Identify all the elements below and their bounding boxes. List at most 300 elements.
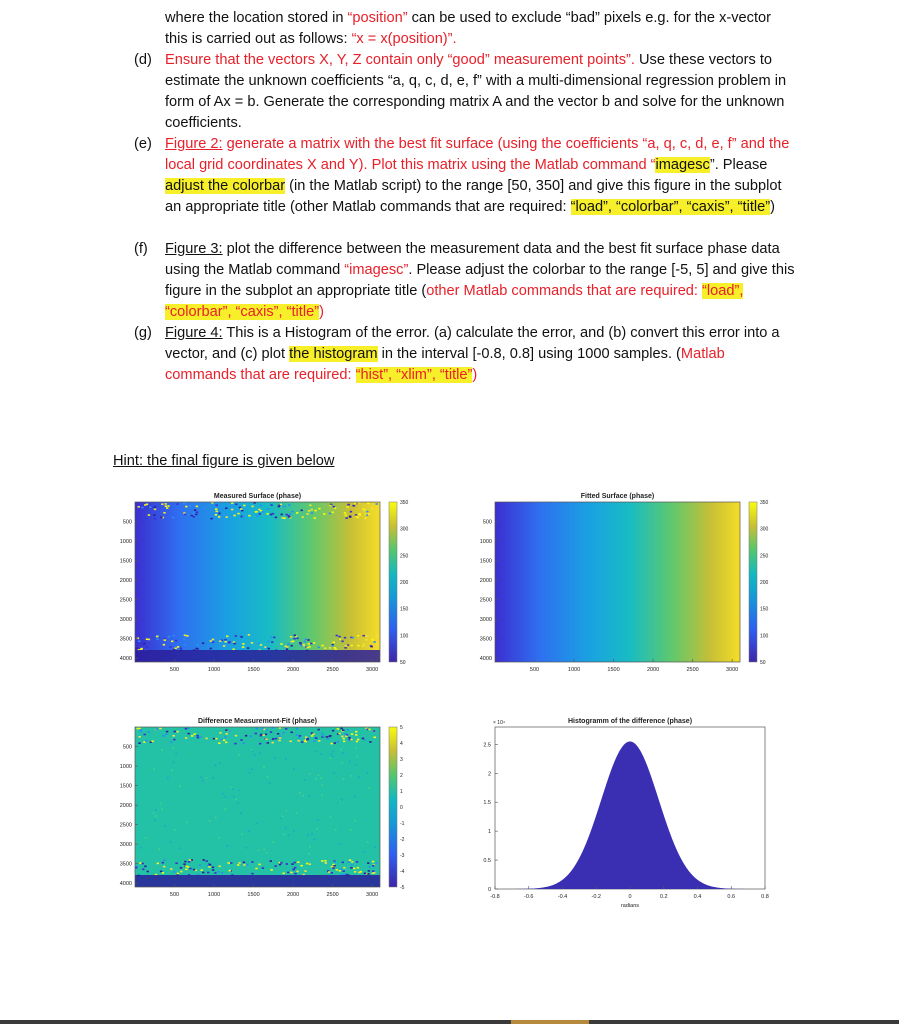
subplot-3-ytick-label: 2500: [119, 822, 132, 829]
subplot-3-noise-pixel: [184, 861, 186, 863]
subplot-3-speckle: [246, 847, 248, 849]
subplot-1-noise-pixel: [194, 509, 196, 511]
subplot-2-colorbar-label: 150: [760, 606, 769, 613]
subplot-1-noise-pixel: [310, 643, 312, 645]
subplot-1-noise-pixel: [357, 645, 359, 647]
subplot-3-speckle: [350, 829, 352, 831]
subplot-3-colorbar-label: 5: [400, 725, 403, 731]
subplot-3-noise-pixel: [274, 865, 276, 867]
subplot-3-speckle: [237, 802, 239, 804]
subplot-3-noise-pixel: [272, 742, 274, 744]
subplot-1-noise-pixel: [163, 644, 165, 646]
subplot-3-colorbar-label: -3: [400, 853, 405, 859]
subplot-1-noise-pixel: [256, 515, 258, 517]
subplot-2-ytick-label: 3500: [479, 636, 492, 643]
subplot-1-noise-pixel: [165, 505, 167, 507]
subplot-3-noise-pixel: [348, 737, 350, 739]
subplot-1-noise-pixel: [308, 643, 310, 645]
subplot-3-ytick-label: 3000: [119, 842, 132, 849]
item-d-label: (d): [134, 52, 152, 68]
subplot-3-noise-pixel: [221, 872, 223, 874]
subplot-1-noise-pixel: [177, 646, 179, 648]
item-d-red: Ensure that the vectors X, Y, Z contain only “good” measurement points”.: [165, 52, 635, 68]
item-g-text: This is a Histogram of the error. (a) calculate the error, and (b) convert this error into a vector, and (c) plot: [165, 325, 780, 362]
item-f-red: other Matlab commands that are required:: [426, 283, 703, 299]
subplot-1-noise-pixel: [300, 643, 302, 645]
subplot-1-noise-pixel: [146, 504, 148, 506]
subplot-1-noise-pixel: [209, 644, 211, 646]
subplot-3-speckle: [258, 850, 260, 852]
subplot-3-noise-pixel: [331, 872, 333, 874]
subplot-1-noise-pixel: [329, 505, 331, 507]
item-e-please: Please: [718, 157, 768, 173]
subplot-3-noise-pixel: [343, 870, 345, 872]
histogram-ytick-label: 0: [487, 887, 491, 893]
subplot-1-noise-pixel: [376, 635, 378, 637]
histogram-xtick-label: 0.4: [693, 894, 702, 900]
subplot-1-noise-pixel: [336, 635, 338, 637]
subplot-1-noise-pixel: [154, 506, 156, 508]
histogram-ytick-label: 0.5: [483, 858, 491, 865]
subplot-1-noise-pixel: [371, 639, 373, 641]
subplot-3-colorbar-label: 0: [400, 805, 403, 811]
subplot-3-noise-pixel: [189, 868, 191, 870]
subplot-3-noise-pixel: [140, 731, 142, 733]
subplot-3-speckle: [304, 779, 306, 781]
subplot-2-ytick-label: 2000: [479, 578, 492, 585]
subplot-3-noise-pixel: [219, 866, 221, 868]
subplot-3-speckle: [186, 822, 188, 824]
subplot-1-noise-pixel: [216, 511, 218, 513]
subplot-1-ytick-label: 2500: [119, 597, 132, 604]
subplot-1-noise-pixel: [364, 513, 366, 515]
subplot-3-speckle: [296, 812, 298, 814]
subplot-1-noise-pixel: [231, 506, 233, 508]
subplot-1-noise-pixel: [283, 506, 285, 508]
subplot-1-noise-pixel: [261, 511, 263, 513]
subplot-3-noise-pixel: [345, 736, 347, 738]
subplot-3-speckle: [263, 766, 265, 768]
subplot-3-noise-pixel: [357, 739, 359, 741]
subplot-2-xtick-label: 1000: [567, 667, 581, 673]
subplot-3-noise-pixel: [372, 861, 374, 863]
subplot-3-speckle: [333, 772, 335, 774]
subplot-1-noise-pixel: [224, 641, 226, 643]
subplot-3-noise-pixel: [340, 869, 342, 871]
subplot-1-noise-pixel: [357, 635, 359, 637]
subplot-3-noise-pixel: [315, 737, 317, 739]
subplot-1-noise-pixel: [218, 516, 220, 518]
subplot-1-noise-pixel: [207, 646, 209, 648]
subplot-3-noise-pixel: [343, 874, 345, 876]
subplot-1-noise-pixel: [180, 647, 182, 649]
subplot-3-noise-pixel: [136, 865, 138, 867]
subplot-1-noise-pixel: [185, 506, 187, 508]
subplot-3-noise-pixel: [240, 739, 242, 741]
subplot-1-xtick-label: 3000: [365, 667, 379, 673]
subplot-3-xtick-label: 2500: [326, 892, 339, 898]
subplot-3-noise-pixel: [336, 869, 338, 871]
subplot-3-speckle: [311, 833, 313, 835]
subplot-3-noise-pixel: [270, 860, 272, 862]
subplot-1-noise-pixel: [278, 506, 280, 508]
subplot-3-speckle: [354, 796, 356, 798]
subplot-3-noise-pixel: [348, 861, 350, 863]
subplot-1-noise-pixel: [270, 504, 272, 506]
subplot-2-ytick-label: 1500: [479, 558, 492, 565]
subplot-3-speckle: [307, 834, 309, 836]
subplot-1-noise-pixel: [237, 513, 239, 515]
subplot-1-noise-pixel: [247, 647, 249, 649]
subplot-2-colorbar-label: 300: [760, 526, 769, 533]
subplot-3-speckle: [140, 847, 142, 849]
subplot-1-noise-pixel: [376, 643, 378, 645]
subplot-1-noise-pixel: [218, 513, 220, 515]
subplot-1-noise-pixel: [301, 510, 303, 512]
subplot-3-speckle: [254, 754, 256, 756]
subplot-3-noise-pixel: [367, 873, 369, 875]
subplot-1-noise-pixel: [333, 642, 335, 644]
subplot-3-speckle: [280, 817, 282, 819]
subplot-1-noise-pixel: [141, 507, 143, 509]
subplot-3-ytick-label: 1500: [119, 783, 132, 790]
subplot-3-noise-pixel: [234, 743, 236, 745]
subplot-3-noise-pixel: [261, 728, 263, 730]
subplot-3-noise-pixel: [343, 738, 345, 740]
item-e-red: generate a matrix with the best fit surface (using the coefficients “a, q, c, d, e, f” and the local grid coordinates X and Y). Plot this matrix using the Matlab command “: [165, 136, 790, 173]
subplot-3-noise-pixel: [342, 729, 344, 731]
subplot-3-speckle: [170, 841, 172, 843]
subplot-3-speckle: [239, 789, 241, 791]
item-f-commands: “load”, “colorbar”, “caxis”, “title”: [165, 283, 744, 320]
subplot-3-noise-pixel: [207, 872, 209, 874]
subplot-3-noise-pixel: [306, 863, 308, 865]
item-g-histogram: the histogram: [289, 346, 378, 362]
subplot-3-noise-pixel: [139, 862, 141, 864]
subplot-3-speckle: [316, 828, 318, 830]
subplot-3-speckle: [332, 756, 334, 758]
subplot-1-noise-pixel: [251, 642, 253, 644]
subplot-1-noise-pixel: [294, 635, 296, 637]
subplot-3-noise-pixel: [279, 727, 281, 729]
subplot-3-noise-pixel: [337, 728, 339, 730]
subplot-3-speckle: [167, 777, 169, 779]
subplot-1-noise-pixel: [344, 637, 346, 639]
subplot-3-noise-pixel: [228, 862, 230, 864]
subplot-3-speckle: [356, 764, 358, 766]
subplot-1-noise-pixel: [183, 503, 185, 505]
subplot-3-noise-pixel: [367, 862, 369, 864]
subplot-1-noise-pixel: [135, 647, 137, 649]
subplot-3-speckle: [285, 827, 287, 829]
subplot-3-noise-pixel: [328, 871, 330, 873]
subplot-3-speckle: [240, 813, 242, 815]
subplot-1-noise-pixel: [292, 511, 294, 513]
subplot-3-speckle: [342, 752, 344, 754]
intro-text-2: can be used to exclude “bad” pixels e.g. for the x-vector: [407, 10, 771, 26]
subplot-1-noise-pixel: [291, 645, 293, 647]
subplot-3-speckle: [320, 777, 322, 779]
subplot-3-noise-pixel: [193, 733, 195, 735]
subplot-1-noise-pixel: [174, 648, 176, 650]
subplot-1-noise-pixel: [226, 516, 228, 518]
subplot-3-noise-pixel: [279, 736, 281, 738]
subplot-3-speckle: [249, 772, 251, 774]
subplot-1-noise-pixel: [189, 505, 191, 507]
subplot-3-noise-pixel: [283, 873, 285, 875]
subplot-3-noise-pixel: [325, 862, 327, 864]
subplot-1-noise-pixel: [346, 506, 348, 508]
subplot-1-noise-pixel: [255, 511, 257, 513]
subplot-1-noise-pixel: [164, 638, 166, 640]
subplot-3-noise-pixel: [229, 870, 231, 872]
subplot-1-noise-pixel: [280, 643, 282, 645]
subplot-3-noise-pixel: [185, 728, 187, 730]
subplot-3-noise-pixel: [286, 863, 288, 865]
subplot-2-xtick-label: 3000: [725, 667, 739, 673]
subplot-1-noise-pixel: [323, 513, 325, 515]
subplot-3-xtick-label: 1000: [207, 892, 221, 898]
subplot-3-speckle: [256, 823, 258, 825]
subplot-1-noise-pixel: [335, 649, 337, 651]
subplot-3-noise-pixel: [212, 869, 214, 871]
subplot-3-ytick-label: 3500: [119, 861, 132, 868]
subplot-1-noise-pixel: [309, 505, 311, 507]
item-g-red: Matlab commands that are required:: [165, 346, 725, 383]
subplot-3-speckle: [335, 829, 337, 831]
subplot-3-noise-pixel: [278, 740, 280, 742]
subplot-3-speckle: [350, 775, 352, 777]
subplot-3-speckle: [293, 830, 295, 832]
subplot-3-noise-pixel: [321, 860, 323, 862]
subplot-1-noise-pixel: [350, 511, 352, 513]
subplot-3-noise-pixel: [243, 862, 245, 864]
subplot-3-noise-pixel: [157, 863, 159, 865]
subplot-1-noise-pixel: [146, 638, 148, 640]
subplot-1-noise-pixel: [235, 635, 237, 637]
subplot-3-ytick-label: 500: [122, 744, 132, 751]
subplot-1-noise-pixel: [307, 639, 309, 641]
subplot-1-noise-pixel: [290, 636, 292, 638]
subplot-3-noise-pixel: [285, 728, 287, 730]
subplot-3-noise-pixel: [217, 871, 219, 873]
subplot-3-speckle: [367, 841, 369, 843]
subplot-1-colorbar-label: 200: [400, 580, 409, 586]
subplot-1-noise-pixel: [215, 514, 217, 516]
subplot-1-noise-pixel: [304, 641, 306, 643]
subplot-1-noise-pixel: [164, 639, 166, 641]
subplot-3-noise-pixel: [341, 736, 343, 738]
subplot-3-speckle: [153, 812, 155, 814]
subplot-3-noise-pixel: [255, 733, 257, 735]
subplot-1-noise-pixel: [321, 645, 323, 647]
subplot-1-colorbar: [389, 502, 397, 662]
subplot-1-noise-pixel: [175, 640, 177, 642]
subplot-3-noise-pixel: [228, 730, 230, 732]
subplot-3-speckle: [322, 784, 324, 786]
subplot-1-noise-pixel: [171, 641, 173, 643]
subplot-1-noise-pixel: [224, 639, 226, 641]
subplot-1-noise-pixel: [240, 508, 242, 510]
subplot-3-noise-pixel: [333, 865, 335, 867]
subplot-3-speckle: [274, 757, 276, 759]
subplot-3-noise-pixel: [225, 729, 227, 731]
subplot-1-noise-pixel: [266, 513, 268, 515]
subplot-3-noise-pixel: [290, 872, 292, 874]
subplot-3-speckle: [215, 817, 217, 819]
subplot-3-noise-pixel: [205, 738, 207, 740]
subplot-2-ytick-label: 500: [482, 519, 492, 526]
subplot-1-noise-pixel: [192, 513, 194, 515]
subplot-3-speckle: [288, 834, 290, 836]
subplot-1-noise-pixel: [212, 639, 214, 641]
subplot-1-noise-pixel: [347, 504, 349, 506]
subplot-1-noise-pixel: [148, 514, 150, 516]
item-f-text: plot the difference between the measurement data and the best fit surface phase data using the Matlab command: [165, 241, 780, 278]
subplot-3-noise-pixel: [225, 742, 227, 744]
subplot-1-noise-pixel: [371, 646, 373, 648]
subplot-3-noise-pixel: [160, 871, 162, 873]
subplot-3-noise-pixel: [291, 732, 293, 734]
subplot-1-noise-pixel: [242, 516, 244, 518]
subplot-1-xtick-label: 500: [169, 667, 180, 673]
subplot-1-noise-pixel: [231, 502, 233, 504]
item-f-label: (f): [134, 241, 148, 257]
subplot-3-noise-pixel: [173, 739, 175, 741]
subplot-3-noise-pixel: [358, 872, 360, 874]
subplot-3-speckle: [340, 843, 342, 845]
subplot-3-noise-pixel: [144, 734, 146, 736]
subplot-3-noise-pixel: [298, 737, 300, 739]
subplot-3-speckle: [309, 773, 311, 775]
subplot-3-speckle: [317, 819, 319, 821]
histogram-ytick-label: 1: [487, 829, 491, 836]
subplot-1-noise-pixel: [140, 649, 142, 651]
item-e-adjust: adjust the colorbar: [165, 178, 286, 194]
subplot-1-noise-pixel: [260, 505, 262, 507]
subplot-1-noise-pixel: [288, 643, 290, 645]
subplot-3-noise-pixel: [207, 865, 209, 867]
subplot-1-noise-pixel: [160, 517, 162, 519]
histogram-xtick-label: 0.2: [659, 894, 668, 900]
subplot-3-noise-pixel: [212, 867, 214, 869]
subplot-3-noise-pixel: [187, 866, 189, 868]
figure-subplots: [105, 487, 805, 917]
subplot-1-noise-pixel: [364, 510, 366, 512]
subplot-1-noise-pixel: [153, 514, 155, 516]
subplot-1-noise-pixel: [332, 645, 334, 647]
subplot-3-bottom-strip: [135, 875, 380, 887]
subplot-3-speckle: [303, 795, 305, 797]
subplot-3-noise-pixel: [296, 728, 298, 730]
subplot-3-noise-pixel: [267, 742, 269, 744]
subplot-3-ytick-label: 2000: [119, 803, 132, 810]
subplot-3-speckle: [315, 778, 317, 780]
subplot-3-colorbar: [389, 727, 397, 887]
subplot-3-noise-pixel: [165, 733, 167, 735]
item-g-commands: “hist”, “xlim”, “title”: [355, 367, 473, 383]
subplot-3-noise-pixel: [376, 862, 378, 864]
subplot-3-noise-pixel: [187, 728, 189, 730]
subplot-3-noise-pixel: [151, 741, 153, 743]
subplot-3-noise-pixel: [332, 730, 334, 732]
subplot-1-noise-pixel: [257, 643, 259, 645]
subplot-1-noise-pixel: [242, 643, 244, 645]
subplot-1-noise-pixel: [272, 513, 274, 515]
subplot-1-ytick-label: 3000: [119, 617, 132, 624]
histogram-y-exponent: × 10⁴: [493, 720, 506, 726]
subplot-3-noise-pixel: [293, 869, 295, 871]
subplot-3-noise-pixel: [235, 735, 237, 737]
subplot-3-speckle: [263, 849, 265, 851]
subplot-3-ytick-label: 1000: [119, 764, 132, 771]
histogram-xtick-label: 0.8: [761, 894, 769, 900]
subplot-1-noise-pixel: [231, 509, 233, 511]
subplot-3-speckle: [225, 796, 227, 798]
subplot-1-colorbar-label: 300: [400, 526, 409, 533]
subplot-3-noise-pixel: [173, 735, 175, 737]
subplot-3-noise-pixel: [294, 873, 296, 875]
subplot-3-colorbar-label: -1: [400, 821, 405, 827]
subplot-3-noise-pixel: [214, 872, 216, 874]
subplot-3-noise-pixel: [322, 735, 324, 737]
item-e-commands: “load”, “colorbar”, “caxis”, “title”: [570, 199, 771, 215]
item-f-imagesc: “imagesc”: [344, 262, 409, 278]
subplot-3-noise-pixel: [251, 873, 253, 875]
subplot-1-noise-pixel: [210, 640, 212, 642]
subplot-1-noise-pixel: [165, 503, 167, 505]
subplot-3-noise-pixel: [180, 871, 182, 873]
subplot-3-speckle: [272, 841, 274, 843]
subplot-1-noise-pixel: [225, 507, 227, 509]
item-g-text-2: in the interval [-0.8, 0.8] using 1000 samples. (: [377, 346, 681, 362]
subplot-3-noise-pixel: [265, 734, 267, 736]
subplot-3-noise-pixel: [243, 864, 245, 866]
subplot-1-noise-pixel: [355, 514, 357, 516]
subplot-1-noise-pixel: [365, 639, 367, 641]
subplot-1-noise-pixel: [314, 517, 316, 519]
subplot-3-noise-pixel: [350, 867, 352, 869]
subplot-3-noise-pixel: [224, 736, 226, 738]
subplot-3-noise-pixel: [283, 732, 285, 734]
subplot-3-speckle: [266, 852, 268, 854]
subplot-3-speckle: [222, 793, 224, 795]
subplot-1-noise-pixel: [154, 509, 156, 511]
subplot-1-colorbar-label: 100: [400, 633, 409, 640]
subplot-3-noise-pixel: [299, 735, 301, 737]
subplot-3-noise-pixel: [245, 735, 247, 737]
subplot-1-xtick-label: 2000: [286, 667, 300, 673]
subplot-3-noise-pixel: [196, 735, 198, 737]
subplot-3-speckle: [338, 802, 340, 804]
subplot-1-noise-pixel: [154, 518, 156, 520]
subplot-3-speckle: [318, 774, 320, 776]
subplot-3-noise-pixel: [275, 738, 277, 740]
item-f-end: ): [319, 304, 324, 320]
subplot-3-noise-pixel: [170, 742, 172, 744]
subplot-1-noise-pixel: [191, 515, 193, 517]
subplot-3-noise-pixel: [298, 740, 300, 742]
subplot-1-noise-pixel: [318, 508, 320, 510]
subplot-3-noise-pixel: [201, 869, 203, 871]
subplot-3-noise-pixel: [206, 860, 208, 862]
subplot-3-speckle: [374, 846, 376, 848]
subplot-3-noise-pixel: [369, 866, 371, 868]
subplot-1-noise-pixel: [365, 517, 367, 519]
subplot-3-noise-pixel: [215, 738, 217, 740]
subplot-3-noise-pixel: [147, 871, 149, 873]
subplot-3-noise-pixel: [258, 864, 260, 866]
